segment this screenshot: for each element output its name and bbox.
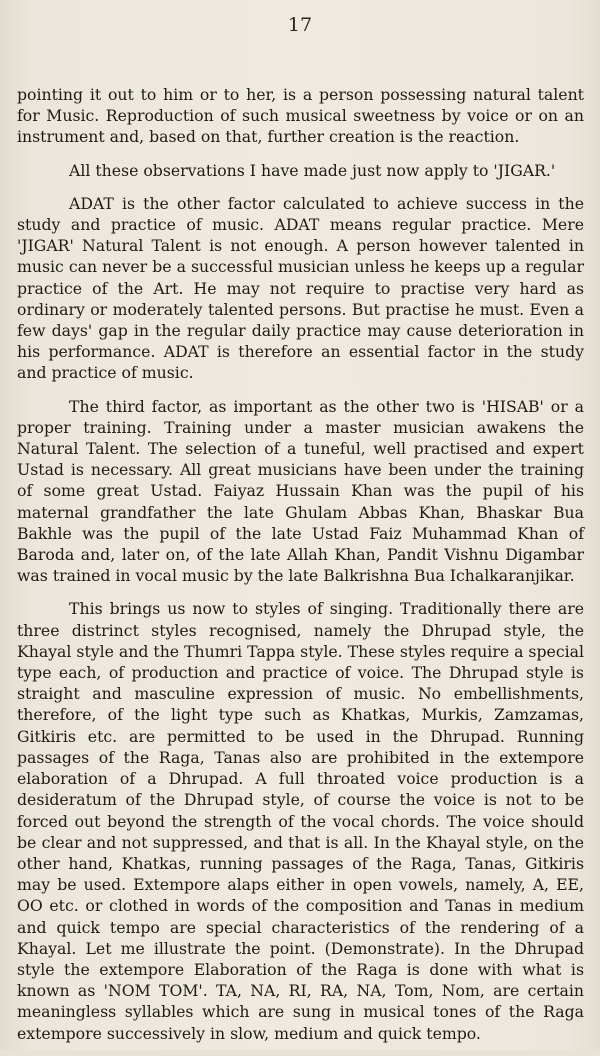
paragraph-jigar-summary: All these observations I have made just now apply to 'JIGAR.' xyxy=(69,160,556,180)
paragraph-styles-of-singing: This brings us now to styles of singing. Traditionally there are three distrinct styles recognised, namely the Dhrupad style, the Khayal style and the Thumri Tappa style. These styles require a special type each, of production and practice of voice. The Dhrupad style is straight and masculine expression of music. No embellishments, therefore, of the light type such as Khatkas, Murkis, Zamzamas, Gitkiris etc. are permitted to be used in the Dhrupad. Running passages of the Raga, Tanas also are prohibited in the extempore elaboration of a Dhrupad. A full throated voice production is a desideratum of the Dhrupad style, of course the voice is not to be forced out beyond the strength of the vocal chords. The voice should be clear and not suppressed, and that is all. In the Khayal style, on the other hand, Khatkas, running passages of the Raga, Tanas, Gitkiris may be used. Extempore alaps either in open vowels, namely, A, EE, OO etc. or clothed in words of the composition and Tanas in medium and quick tempo are special characteristics of the rendering of a Khayal. Let me illustrate the point. (Demonstrate). In the Dhrupad style the extempore Elaboration of the Raga is done with what is known as 'NOM TOM'. TA, NA, RI, RA, NA, Tom, Nom, are certain meaningless syllables which are sung in musical tones of the Raga extempore successively in slow, medium and quick tempo. xyxy=(17,599,584,1043)
page-number: 17 xyxy=(287,14,313,36)
paragraph-continuation: pointing it out to him or to her, is a person possessing natural talent for Music. Reproduction of such musical sweetness by voice or on an instrument and, based on that, further creation is the reaction. xyxy=(17,85,584,147)
page-body xyxy=(17,84,584,1056)
paragraph-adat: ADAT is the other factor calculated to achieve success in the study and practice of music. ADAT means regular practice. Mere 'JIGAR' Natural Talent is not enough. A person however talented in music can never be a successful musician unless he keeps up a regular practice of the Art. He may not require to practise very hard as ordinary or moderately talented persons. But practise he must. Even a few days' gap in the regular daily practice may cause deterioration in his performance. ADAT is therefore an essential factor in the study and practice of music. xyxy=(17,193,584,383)
paragraph-hisab: The third factor, as important as the other two is 'HISAB' or a proper training. Training under a master musician awakens the Natural Talent. The selection of a tuneful, well practised and expert Ustad is necessary. All great musicians have been under the training of some great Ustad. Faiyaz Hussain Khan was the pupil of his maternal grandfather the late Ghulam Abbas Khan, Bhaskar Bua Bakhle was the pupil of the late Ustad Faiz Muhammad Khan of Baroda and, later on, of the late Allah Khan, Pandit Vishnu Digambar was trained in vocal music by the late Balkrishna Bua Ichalkaranjikar. xyxy=(17,396,584,586)
